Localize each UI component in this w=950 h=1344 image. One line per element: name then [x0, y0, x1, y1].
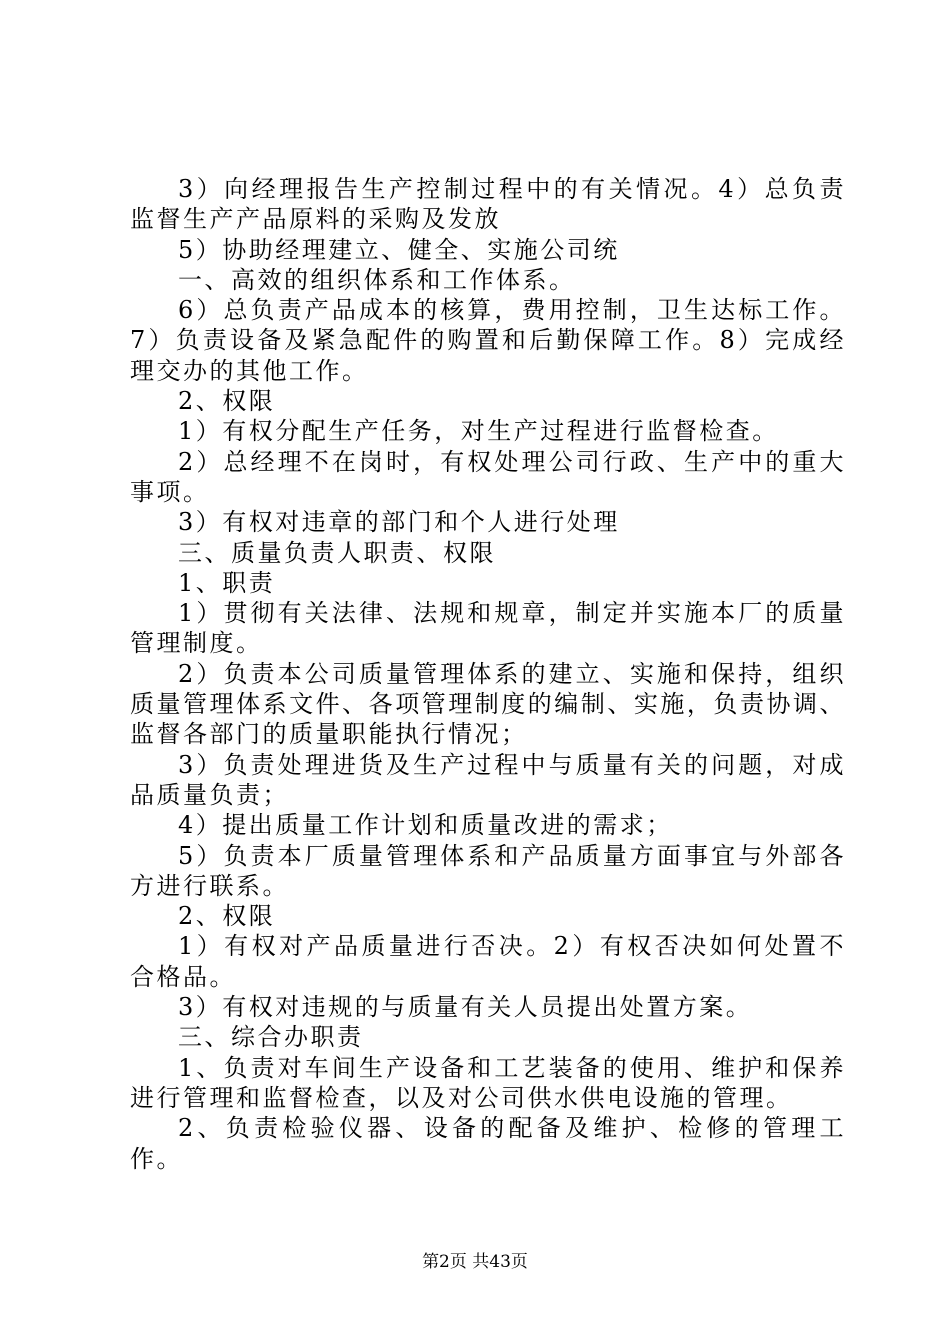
paragraph: 5）协助经理建立、健全、实施公司统: [178, 235, 620, 264]
section-heading: 1、职责: [178, 568, 276, 597]
section-heading: 三、综合办职责: [178, 1023, 364, 1052]
paragraph: 1、负责对车间生产设备和工艺装备的使用、维护和保养进行管理和监督检查，以及对公司供水供电设施的管理。: [130, 1053, 846, 1112]
paragraph: 3）负责处理进货及生产过程中与质量有关的问题，对成品质量负责；: [130, 750, 846, 809]
paragraph: 5）负责本厂质量管理体系和产品质量方面事宜与外部各方进行联系。: [130, 841, 846, 900]
page-number-footer: 第2页 共43页: [422, 1252, 528, 1272]
paragraph: 4）提出质量工作计划和质量改进的需求；: [178, 811, 673, 840]
paragraph: 1）贯彻有关法律、法规和规章，制定并实施本厂的质量管理制度。: [130, 599, 846, 658]
paragraph: 一、高效的组织体系和工作体系。: [178, 265, 576, 294]
paragraph: 1）有权对产品质量进行否决。2）有权否决如何处置不合格品。: [130, 932, 846, 991]
section-heading: 2、权限: [178, 902, 276, 931]
paragraph: 3）向经理报告生产控制过程中的有关情况。4）总负责监督生产产品原料的采购及发放: [130, 175, 846, 234]
section-heading: 三、质量负责人职责、权限: [178, 538, 496, 567]
paragraph: 2）总经理不在岗时，有权处理公司行政、生产中的重大事项。: [130, 447, 846, 506]
document-body: [130, 174, 846, 1174]
paragraph: 2、负责检验仪器、设备的配备及维护、检修的管理工作。: [130, 1114, 846, 1173]
section-heading: 2、权限: [178, 387, 276, 416]
paragraph: 6）总负责产品成本的核算，费用控制，卫生达标工作。7）负责设备及紧急配件的购置和后勤保障工作。8）完成经理交办的其他工作。: [130, 296, 846, 385]
paragraph: 1）有权分配生产任务，对生产过程进行监督检查。: [178, 417, 779, 446]
paragraph: 2）负责本公司质量管理体系的建立、实施和保持，组织质量管理体系文件、各项管理制度的编制、实施，负责协调、监督各部门的质量职能执行情况；: [130, 659, 846, 749]
paragraph: 3）有权对违章的部门和个人进行处理: [178, 508, 620, 537]
paragraph: 3）有权对违规的与质量有关人员提出处置方案。: [178, 993, 753, 1022]
